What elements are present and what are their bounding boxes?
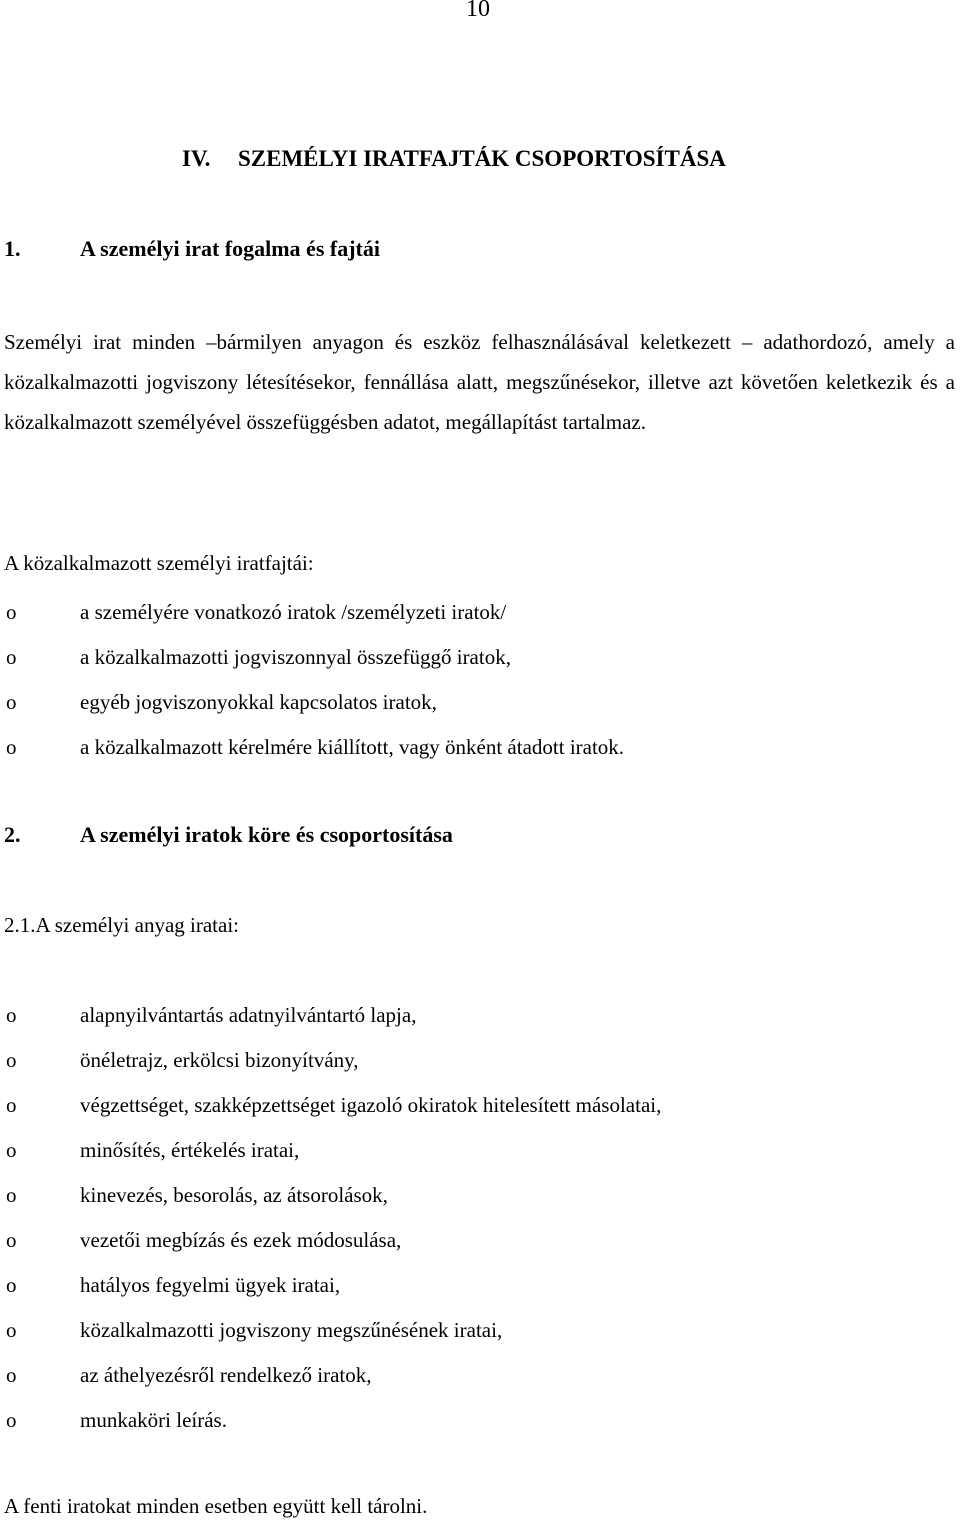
page-number: 10 (466, 0, 490, 22)
section-2-title: A személyi iratok köre és csoportosítása (80, 822, 453, 847)
bullet-marker: o (6, 1048, 17, 1072)
bullet-marker: o (6, 1138, 17, 1162)
closing-sentence: A fenti iratokat minden esetben együtt kell tárolni. (4, 1494, 428, 1518)
bullet-marker: o (6, 1228, 17, 1252)
bullet-marker: o (6, 600, 17, 624)
bullet-marker: o (6, 735, 17, 759)
section-2-number: 2. (4, 822, 21, 847)
chapter-number: IV. (182, 146, 211, 171)
section-1-heading (4, 236, 380, 262)
section-1-title: A személyi irat fogalma és fajtái (80, 236, 380, 261)
bullet-marker: o (6, 690, 17, 714)
section-1-number: 1. (4, 236, 21, 261)
bullet-marker: o (6, 1318, 17, 1342)
definition-paragraph: Személyi irat minden –bármilyen anyagon és eszköz felhasználásával keletkezett – adathordozó, amely a közalkalmazotti jogviszony létesítésekor, fennállása alatt, megszűnésekor, illetve azt követően keletkezik és a közalkalmazott személyével összefüggésben adatot, megállapítást tartalmaz. (4, 330, 955, 434)
bullet-marker: o (6, 1273, 17, 1297)
section-2-heading (4, 822, 453, 848)
bullet-marker: o (6, 645, 17, 669)
types-intro: A közalkalmazott személyi iratfajtái: (4, 551, 314, 575)
bullet-marker: o (6, 1093, 17, 1117)
bullet-marker: o (6, 1408, 17, 1432)
bullet-marker: o (6, 1003, 17, 1027)
chapter-title: SZEMÉLYI IRATFAJTÁK CSOPORTOSÍTÁSA (238, 146, 726, 171)
subsection-heading: 2.1.A személyi anyag iratai: (4, 913, 240, 937)
bullet-marker: o (6, 1183, 17, 1207)
chapter-heading (182, 146, 726, 172)
bullet-marker: o (6, 1363, 17, 1387)
